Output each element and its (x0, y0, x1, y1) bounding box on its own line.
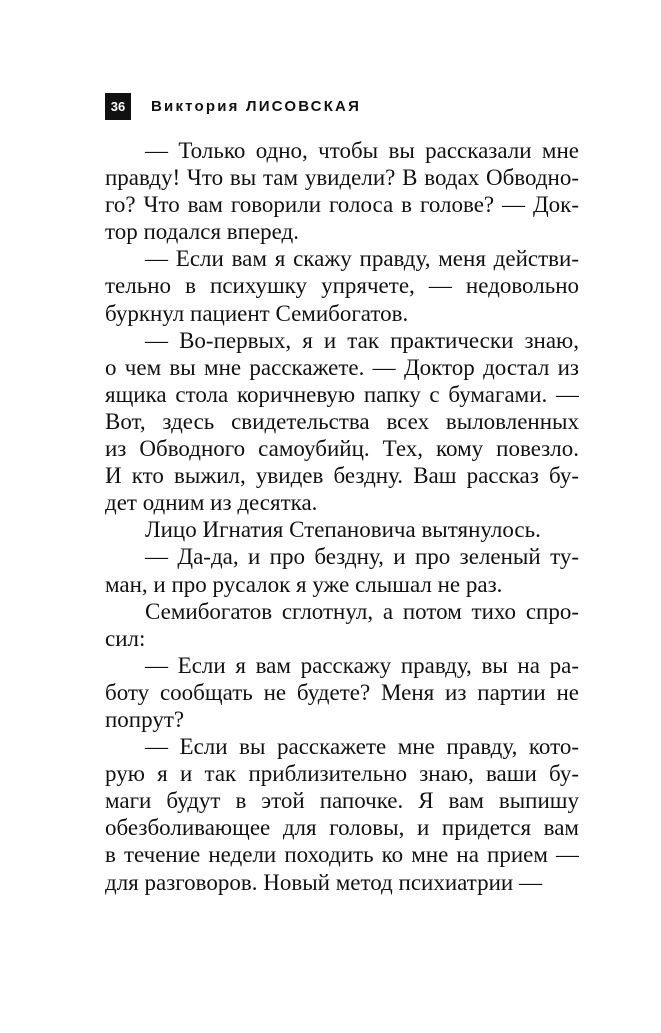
text-line: рую я и так приблизительно знаю, ваши бу- (105, 761, 579, 787)
text-line: маги будут в этой папочке. Я вам выпишу (105, 788, 579, 814)
paragraph (105, 327, 579, 517)
text-line: из Обводного самоубийц. Тех, кому повезло. (105, 436, 579, 462)
text-line: Вот, здесь свидетельства всех выловленных (105, 408, 579, 434)
text-line: — Во-первых, я и так практически знаю, (145, 327, 579, 353)
text-line: попрут? (105, 706, 185, 732)
text-line: обезболивающее для головы, и придется вам (105, 815, 579, 841)
text-line: ящика стола коричневую папку с бумагами. — (105, 381, 579, 407)
text-line: Лицо Игнатия Степановича вытянулось. (145, 517, 541, 543)
text-line: — Если вам я скажу правду, меня действи- (145, 246, 579, 272)
text-line: ман, и про русалок я уже слышал не раз. (105, 571, 503, 597)
paragraph (105, 245, 579, 326)
text-line: для разговоров. Новый метод психиатрии — (105, 869, 542, 895)
text-line: сил: (105, 625, 146, 651)
text-line: боту сообщать не будете? Меня из партии не (105, 679, 579, 705)
paragraph (105, 543, 579, 597)
text-line: дет одним из десятка. (105, 490, 318, 516)
page-header (105, 92, 361, 120)
text-line: — Если вы расскажете мне правду, кото- (145, 734, 579, 760)
text-line: И кто выжил, увидев бездну. Ваш рассказ бу- (105, 463, 579, 489)
paragraph (105, 598, 579, 652)
text-line: го? Что вам говорили голоса в голове? — Док- (105, 192, 579, 218)
text-line: буркнул пациент Семибогатов. (105, 300, 409, 326)
paragraph (105, 137, 579, 245)
text-line: тельно в психушку упрячете, — недовольно (105, 273, 579, 299)
paragraph (105, 652, 579, 733)
text-line: — Только одно, чтобы вы рассказали мне (145, 138, 579, 163)
text-line: в течение недели походить ко мне на прием — (105, 842, 579, 868)
running-head: Виктория ЛИСОВСКАЯ (151, 97, 362, 115)
body-text (105, 137, 579, 896)
text-line: о чем вы мне расскажете. — Доктор достал из (105, 354, 579, 380)
paragraph (105, 733, 579, 896)
text-line: — Да-да, и про бездну, и про зеленый ту- (145, 544, 579, 570)
paragraph (105, 516, 579, 543)
page-number: 36 (105, 93, 131, 120)
text-line: Семибогатов сглотнул, а потом тихо спро- (145, 598, 579, 624)
text-line: правду! Что вы там увидели? В водах Обводно- (105, 165, 579, 191)
text-line: — Если я вам расскажу правду, вы на ра- (145, 652, 579, 678)
text-line: тор подался вперед. (105, 219, 300, 245)
